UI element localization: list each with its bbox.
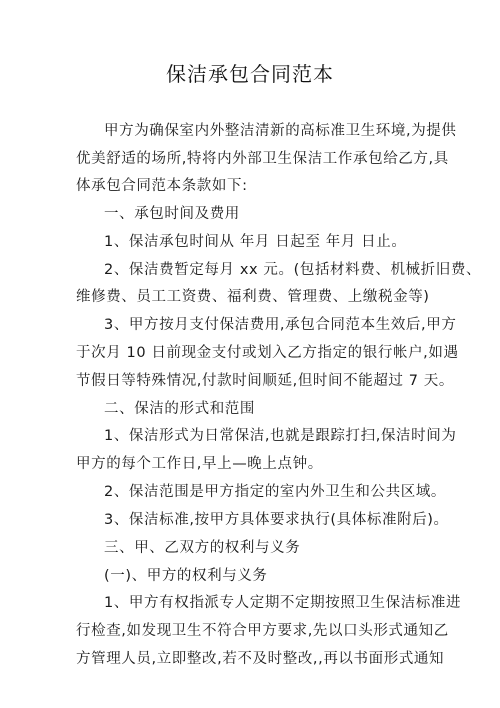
section-heading: 一、承包时间及费用	[104, 206, 240, 222]
paragraph-line: 2、保洁费暂定每月 xx 元。(包括材料费、机械折旧费、	[104, 262, 482, 278]
paragraph-line: 行检查,如发现卫生不符合甲方要求,先以口头形式通知乙	[76, 623, 449, 639]
paragraph-line: 维修费、员工工资费、福利费、管理费、上缴税金等)	[76, 289, 430, 305]
paragraph-line: 优美舒适的场所,特将内外部卫生保洁工作承包给乙方,具	[76, 151, 449, 167]
paragraph-line: 体承包合同范本条款如下:	[76, 178, 248, 194]
subsection-heading: (一)、甲方的权利与义务	[104, 568, 268, 584]
section-heading: 二、保洁的形式和范围	[104, 401, 255, 417]
paragraph-line: 方管理人员,立即整改,若不及时整改,,再以书面形式通知	[76, 651, 445, 667]
paragraph-line: 甲方为确保室内外整洁清新的高标准卫生环境,为提供	[104, 123, 457, 139]
paragraph-line: 1、甲方有权指派专人定期不定期按照卫生保洁标准进	[104, 595, 462, 611]
paragraph-line: 于次月 10 日前现金支付或划入乙方指定的银行帐户,如遇	[76, 345, 459, 361]
paragraph-line: 甲方的每个工作日,早上—晚上点钟。	[76, 456, 323, 472]
paragraph-line: 1、保洁形式为日常保洁,也就是跟踪打扫,保洁时间为	[104, 428, 457, 444]
paragraph-line: 节假日等特殊情况,付款时间顺延,但时间不能超过 7 天。	[76, 373, 454, 389]
section-heading: 三、甲、乙双方的权利与义务	[104, 540, 301, 556]
paragraph-line: 3、甲方按月支付保洁费用,承包合同范本生效后,甲方	[104, 317, 457, 333]
paragraph-line: 2、保洁范围是甲方指定的室内外卫生和公共区域。	[104, 484, 447, 500]
document-title: 保洁承包合同范本	[166, 62, 334, 86]
paragraph-line: 3、保洁标准,按甲方具体要求执行(具体标准附后)。	[104, 512, 449, 528]
paragraph-line: 1、保洁承包时间从 年月 日起至 年月 日止。	[104, 234, 407, 250]
